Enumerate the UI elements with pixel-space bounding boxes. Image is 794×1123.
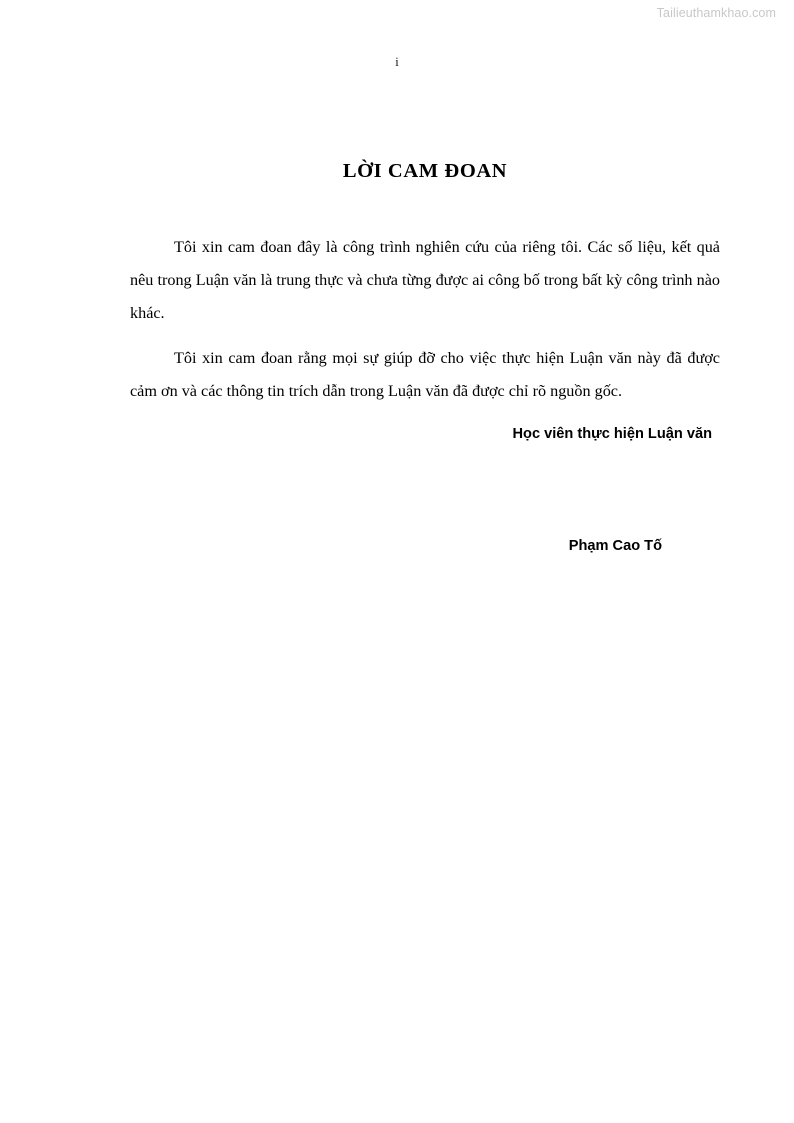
document-content [130, 160, 720, 554]
paragraph-1: Tôi xin cam đoan đây là công trình nghiên cứu của riêng tôi. Các số liệu, kết quả nêu trong Luận văn là trung thực và chưa từng được ai công bố trong bất kỳ công trình nào khác. [130, 238, 720, 322]
page-title: LỜI CAM ĐOAN [342, 160, 508, 182]
page-number: i [395, 55, 399, 69]
signature-role: Học viên thực hiện Luận văn [512, 426, 712, 442]
signature-name: Phạm Cao Tố [568, 538, 662, 554]
watermark-text: Tailieuthamkhao.com [656, 6, 776, 20]
paragraph-2: Tôi xin cam đoan rằng mọi sự giúp đỡ cho việc thực hiện Luận văn này đã được cảm ơn và các thông tin trích dẫn trong Luận văn đã được chỉ rõ nguồn gốc. [130, 349, 720, 400]
